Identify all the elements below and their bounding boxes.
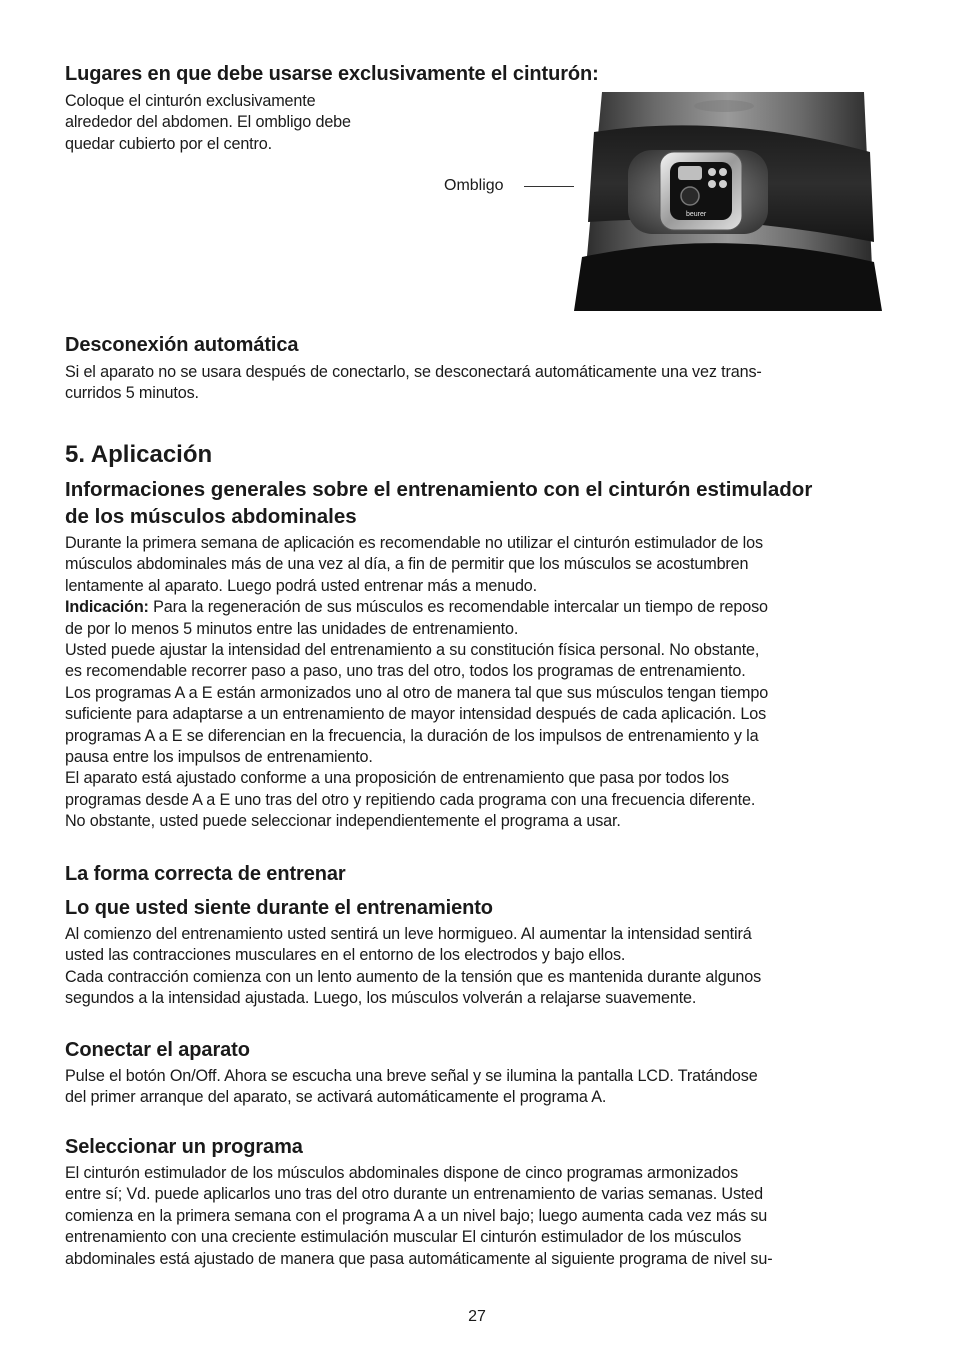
lcd-display: [678, 166, 702, 180]
text-line: programas A a E se diferencian en la frecuencia, la duración de los impulsos de entrenamiento y la: [65, 726, 759, 745]
text-line: Coloque el cinturón exclusivamente: [65, 92, 316, 110]
paragraph-desconexion: [65, 362, 895, 405]
text-line: curridos 5 minutos.: [65, 384, 199, 403]
text-line: entre sí; Vd. puede aplicarlos uno tras del otro durante un entrenamiento de varias semanas. Usted: [65, 1185, 763, 1204]
paragraph-seleccionar: [65, 1163, 895, 1270]
text-line: Usted puede ajustar la intensidad del entrenamiento a su constitución física personal. No obstante,: [65, 641, 760, 660]
text-line: Durante la primera semana de aplicación es recomendable no utilizar el cinturón estimulador de los: [65, 534, 763, 552]
brand-logo: beurer: [686, 211, 707, 218]
heading-line: Informaciones generales sobre el entrenamiento con el cinturón estimulador: [65, 478, 813, 501]
button-icon: [708, 180, 716, 188]
paragraph-informaciones: [65, 533, 895, 833]
heading-desconexion: Desconexión automática: [65, 334, 299, 356]
text-line: entrenamiento con una creciente estimulación muscular El cinturón estimulador de los músculos: [65, 1228, 742, 1247]
button-icon: [719, 180, 727, 188]
heading-informaciones: [65, 476, 895, 530]
text-line: usted las contracciones musculares en el entorno de los electrodos y bajo ellos.: [65, 946, 626, 965]
text-line: es recomendable recorrer paso a paso, uno tras del otro, todos los programas de entrenamiento.: [65, 662, 746, 681]
text-line: suficiente para adaptarse a un entrenamiento de mayor intensidad después de cada aplicación. Los: [65, 705, 767, 724]
text-line: segundos a la intensidad ajustada. Luego, los músculos volverán a relajarse suavemente.: [65, 989, 697, 1008]
text-line: Los programas A a E están armonizados uno al otro de manera tal que sus músculos tengan tiempo: [65, 683, 769, 702]
heading-line: de los músculos abdominales: [65, 505, 357, 528]
heading-seleccionar: Seleccionar un programa: [65, 1136, 303, 1158]
text-line: del primer arranque del aparato, se activará automáticamente el programa A.: [65, 1088, 607, 1107]
text-line: músculos abdominales más de una vez al día, a fin de permitir que los músculos se acostumbren: [65, 555, 749, 574]
heading-conectar: Conectar el aparato: [65, 1039, 250, 1061]
paragraph-siente: [65, 924, 895, 1010]
text-line: abdominales está ajustado de manera que pasa automáticamente al siguiente programa de nivel su-: [65, 1249, 773, 1268]
paragraph-lugares: [65, 91, 425, 155]
page-number: 27: [468, 1308, 486, 1325]
belt-photo: [574, 92, 882, 311]
text-line: Al comienzo del entrenamiento usted sentirá un leve hormigueo. Al aumentar la intensidad sentirá: [65, 925, 752, 943]
note-text: Para la regeneración de sus músculos es recomendable intercalar un tiempo de reposo: [148, 598, 768, 617]
text-line: El cinturón estimulador de los músculos abdominales dispone de cinco programas armonizados: [65, 1164, 739, 1182]
paragraph-conectar: [65, 1066, 895, 1109]
text-line: quedar cubierto por el centro.: [65, 134, 272, 153]
text-line: El aparato está ajustado conforme a una proposición de entrenamiento que pasa por todos los: [65, 769, 729, 788]
text-line: Cada contracción comienza con un lento aumento de la tensión que es mantenida durante algunos: [65, 967, 762, 986]
text-line: comienza en la primera semana con el programa A a un nivel bajo; luego aumenta cada vez más su: [65, 1206, 768, 1225]
button-icon: [708, 168, 716, 176]
text-line: lentamente al aparato. Luego podrá usted entrenar más a menudo.: [65, 576, 538, 595]
text-line: Si el aparato no se usara después de conectarlo, se desconectará automáticamente una vez trans-: [65, 363, 762, 381]
button-icon: [719, 168, 727, 176]
callout-ombligo: Ombligo: [444, 177, 504, 194]
note-line: [65, 597, 895, 618]
heading-aplicacion: 5. Aplicación: [65, 441, 213, 468]
text-line: pausa entre los impulsos de entrenamiento.: [65, 748, 373, 767]
heading-forma: La forma correcta de entrenar: [65, 863, 346, 885]
heading-siente: Lo que usted siente durante el entrenamiento: [65, 897, 493, 919]
text-line: programas desde A a E uno tras del otro y repitiendo cada programa con una frecuencia diferente.: [65, 790, 756, 809]
text-line: de por lo menos 5 minutos entre las unidades de entrenamiento.: [65, 619, 519, 638]
power-button-icon: [681, 187, 699, 205]
note-label: Indicación:: [65, 598, 149, 617]
text-line: No obstante, usted puede seleccionar independientemente el programa a usar.: [65, 812, 621, 831]
text-line: alrededor del abdomen. El ombligo debe: [65, 113, 351, 132]
text-line: Pulse el botón On/Off. Ahora se escucha una breve señal y se ilumina la pantalla LCD. Tratándose: [65, 1067, 758, 1085]
heading-lugares: Lugares en que debe usarse exclusivamente el cinturón:: [65, 63, 599, 85]
